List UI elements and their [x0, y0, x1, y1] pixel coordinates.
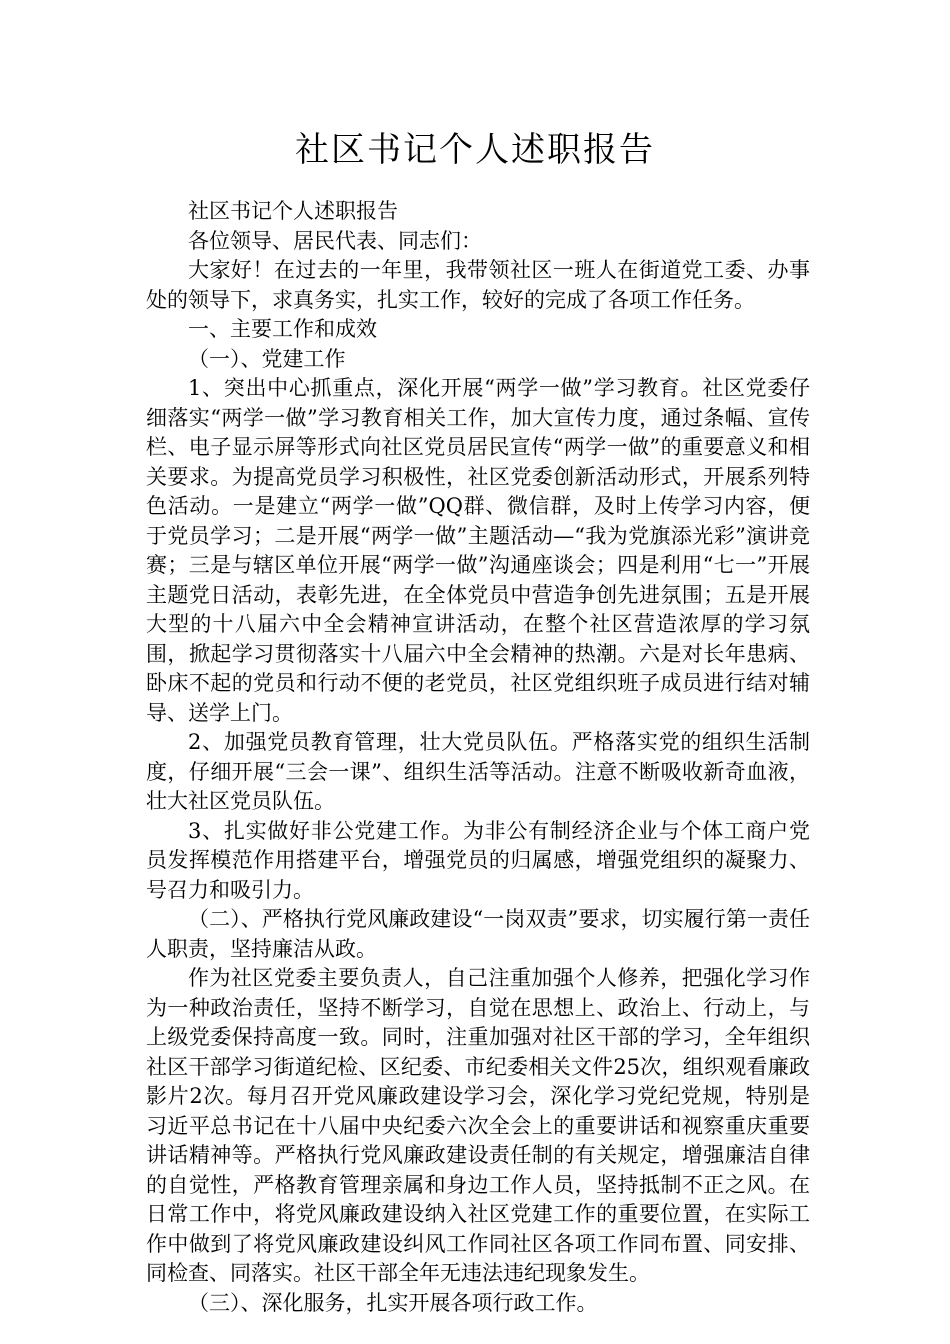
- paragraph-integrity: 作为社区党委主要负责人，自己注重加强个人修养，把强化学习作为一种政治责任，坚持不断学习，自觉在思想上、政治上、行动上，与上级党委保持高度一致。同时，注重加强对社区干部的学习，全年组织社区干部学习街道纪检、区纪委、市纪委相关文件25次，组织观看廉政影片2次。每月召开党风廉政建设学习会，深化学习党纪党规，特别是习近平总书记在十八届中央纪委六次全会上的重要讲话和视察重庆重要讲话精神等。严格执行党风廉政建设责任制的有关规定，增强廉洁自律的自觉性，严格教育管理亲属和身边工作人员，坚持抵制不正之风。在日常工作中，将党风廉政建设纳入社区党建工作的重要位置，在实际工作中做到了将党风廉政建设纠风工作同社区各项工作同布置、同安排、同检查、同落实。社区干部全年无违法违纪现象发生。: [146, 966, 810, 1285]
- paragraph-item-1: 1、突出中心抓重点，深化开展“两学一做”学习教育。社区党委仔细落实“两学一做”学习教育相关工作，加大宣传力度，通过条幅、宣传栏、电子显示屏等形式向社区党员居民宣传“两学一做”的重要意义和相关要求。为提高党员学习积极性，社区党委创新活动形式，开展系列特色活动。一是建立“两学一做”QQ群、微信群，及时上传学习内容，便于党员学习；二是开展“两学一做”主题活动—“我为党旗添光彩”演讲竞赛；三是与辖区单位开展“两学一做”沟通座谈会；四是利用“七一”开展主题党日活动，表彰先进，在全体党员中营造争创先进氛围；五是开展大型的十八届六中全会精神宣讲活动，在整个社区营造浓厚的学习氛围，掀起学习贯彻落实十八届六中全会精神的热潮。六是对长年患病、卧床不起的党员和行动不便的老党员，社区党组织班子成员进行结对辅导、送学上门。: [146, 376, 810, 725]
- paragraph-item-2: 2、加强党员教育管理，壮大党员队伍。严格落实党的组织生活制度，仔细开展“三会一课”、组织生活等活动。注意不断吸收新奇血液，壮大社区党员队伍。: [146, 730, 810, 813]
- paragraph-salutation: 各位领导、居民代表、同志们：: [188, 228, 482, 253]
- heading-subsection-3: （三）、深化服务，扎实开展各项行政工作。: [188, 1290, 598, 1315]
- document-title: 社区书记个人述职报告: [295, 130, 655, 170]
- heading-section-1: 一、主要工作和成效: [188, 317, 377, 341]
- paragraph-item-3: 3、扎实做好非公党建工作。为非公有制经济企业与个体工商户党员发挥模范作用搭建平台，增强党员的归属感，增强党组织的凝聚力、号召力和吸引力。: [146, 818, 810, 902]
- heading-subsection-1: （一）、党建工作: [188, 346, 346, 371]
- heading-subsection-2: （二）、严格执行党风廉政建设“一岗双责”要求，切实履行第一责任人职责，坚持廉洁从政。: [146, 907, 810, 961]
- document-body: [146, 197, 810, 1318]
- paragraph-subtitle: 社区书记个人述职报告: [188, 199, 398, 223]
- paragraph-intro: 大家好！在过去的一年里，我带领社区一班人在街道党工委、办事处的领导下，求真务实，扎实工作，较好的完成了各项工作任务。: [146, 258, 810, 312]
